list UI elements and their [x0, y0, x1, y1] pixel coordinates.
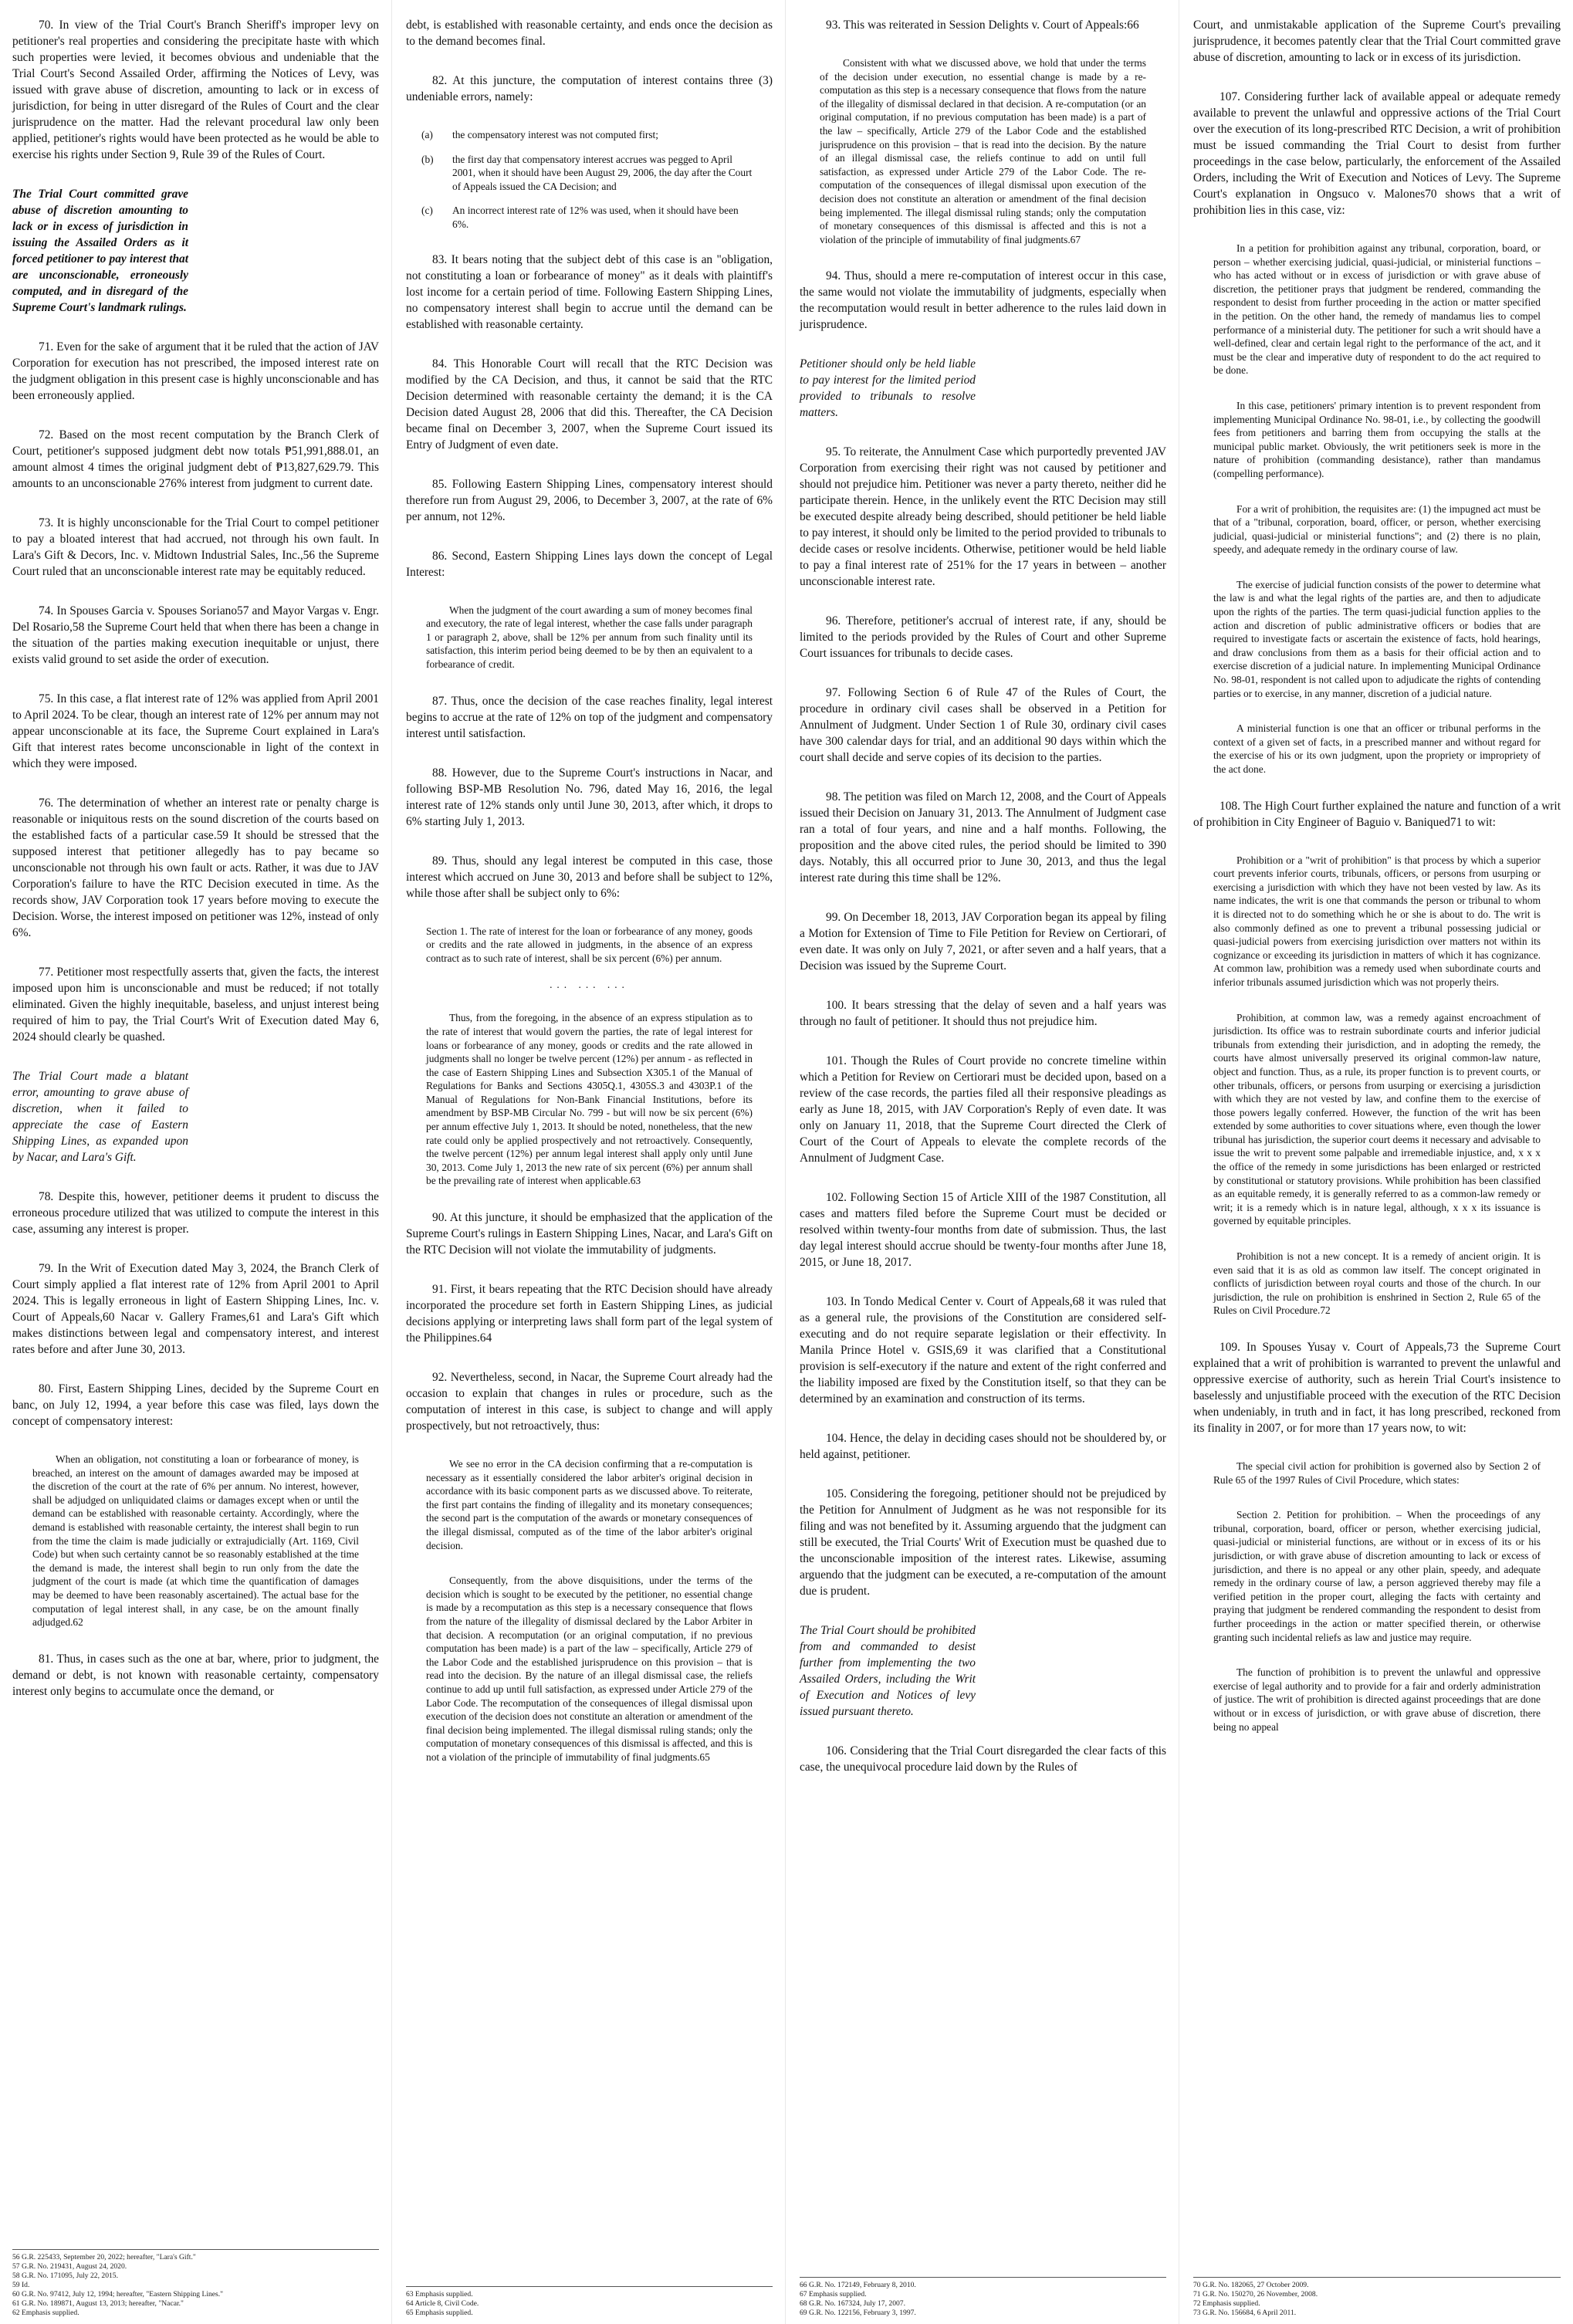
paragraph-85: 85. Following Eastern Shipping Lines, compensatory interest should therefore run from August 29, 2006, to December 3, 2007, at the rate of 6% per annum, not 12%.	[406, 477, 773, 523]
section-heading-prohibition: The Trial Court should be prohibited from and commanded to desist further from implementing the two Assailed Orders, including the Writ of Execution and Notices of levy issued pursuant thereto.	[800, 1624, 976, 1719]
paragraph-97: 97. Following Section 6 of Rule 47 of the Rules of Court, the procedure in ordinary civil cases shall be observed in a Petition for Annulment of Judgment. Under Section 1 of Rule 30, ordinary civil cases have 300 calendar days for trial, and an additional 90 days within which the court shall decide and serve copies of its decision to the parties.	[800, 686, 1166, 765]
paragraph-81-continued: debt, is established with reasonable certainty, and ends once the decision as to the demand becomes final.	[406, 19, 773, 48]
paragraph-72: 72. Based on the most recent computation by the Branch Clerk of Court, petitioner's supposed judgment debt now totals ₱51,991,888.01, an amount almost 4 times the original judgment debt of ₱13,827,629.79. This amounts to an unconscionable 276% interest from judgment to current date.	[12, 428, 379, 490]
paragraph-80: 80. First, Eastern Shipping Lines, decided by the Supreme Court en banc, on July 12, 1994, a year before this case was filed, lays down the concept of compensatory interest:	[12, 1382, 379, 1428]
quote-session-delights: Consistent with what we discussed above, we hold that under the terms of the decision under execution, no essential change is made by a re-computation as this step is a necessary consequence that flows from the nature of the illegality of dismissal declared in that decision. A re-computation (or an original computation, if no previous computation has been made) is a part of the law – specifically, Article 279 of the Labor Code and the established jurisprudence on this provision – that is read into the decision. By the nature of an illegal dismissal case, the reliefs continue to add on until full satisfaction, as expressed under Article 279 of the Labor Code. The re-computation of the consequences of illegal dismissal upon execution of the decision does not constitute an alteration or amendment of the final decision being implemented. The illegal dismissal ruling stands; only the computation of monetary consequences of this dismissal is affected and this is not a violation of the principle of immutability of final judgments.67	[820, 57, 1146, 245]
footnote: 61 G.R. No. 189871, August 13, 2013; hereafter, "Nacar."	[12, 2299, 184, 2308]
error-list	[421, 128, 754, 232]
footnote: 65 Emphasis supplied.	[406, 2309, 473, 2317]
quote-nacar-consequently: Consequently, from the above disquisitions, under the terms of the decision which is sought to be executed by the petitioner, no essential change is made by a recomputation as this step is a necessary consequence that flows from the nature of the illegality of dismissal declared by the Labor Arbiter in that decision. A recomputation (or an original computation, if no previous computation has been made) is a part of the law – specifically, Article 279 of the Labor Code and the established jurisprudence on this provision – that is read into the decision. By the nature of an illegal dismissal case, the reliefs continue to add up until full satisfaction, as expressed under Article 279 of the Labor Code. The recomputation of the consequences of illegal dismissal upon execution of the decision does not constitute an alteration or amendment of the final decision being implemented. The illegal dismissal ruling stands; only the computation of monetary consequences of this dismissal is affected, and this is not a violation of the principle of immutability of final judgments.65	[426, 1575, 753, 1763]
paragraph-93: 93. This was reiterated in Session Delights v. Court of Appeals:66	[826, 19, 1139, 32]
footnote: 58 G.R. No. 171095, July 22, 2015.	[12, 2272, 118, 2280]
quote-eastern-shipping: When an obligation, not constituting a loan or forbearance of money, is breached, an interest on the amount of damages awarded may be imposed at the discretion of the court at the rate of 6% per annum. No interest, however, shall be adjudged on unliquidated claims or damages except when or until the demand can be established with reasonable certainty. Accordingly, where the demand is established with reasonable certainty, the interest shall begin to run from the time the claim is made judicially or extrajudicially (Art. 1169, Civil Code) but when such certainty cannot be so reasonably established at the time the demand is made, the interest shall begin to run only from the date the judgment of the court is made (at which time the quantification of damages may be deemed to have been reasonably ascertained). The actual base for the computation of legal interest shall, in any case, be on the amount finally adjudged.62	[32, 1453, 359, 1629]
footnote: 63 Emphasis supplied.	[406, 2290, 473, 2299]
footnote: 56 G.R. 225433, September 20, 2022; hereafter, "Lara's Gift."	[12, 2253, 196, 2261]
paragraph-106-continued: Court, and unmistakable application of the Supreme Court's prevailing jurisprudence, it becomes patently clear that the Trial Court committed grave abuse of discretion, amounting to lack or in excess of its jurisdiction.	[1193, 19, 1561, 64]
footnote: 72 Emphasis supplied.	[1193, 2299, 1260, 2308]
footnote: 69 G.R. No. 122156, February 3, 1997.	[800, 2309, 916, 2317]
paragraph-90: 90. At this juncture, it should be emphasized that the application of the Supreme Court's rulings in Eastern Shipping Lines, Nacar, and Lara's Gift on the RTC Decision will not violate the immutability of judgments.	[406, 1211, 773, 1257]
footnote: 67 Emphasis supplied.	[800, 2290, 867, 2299]
paragraph-108: 108. The High Court further explained the nature and function of a writ of prohibition in City Engineer of Baguio v. Baniqued71 to wit:	[1193, 799, 1561, 829]
paragraph-83: 83. It bears noting that the subject debt of this case is an "obligation, not constituting a loan or forbearance of money" as it deals with plaintiff's lost income for a certain period of time. Following Eastern Shipping Lines, no compensatory interest shall begin to accrue until the demand can be established with reasonable certainty.	[406, 252, 773, 331]
footnote: 60 G.R. No. 97412, July 12, 1994; hereafter, "Eastern Shipping Lines."	[12, 2290, 224, 2299]
quote-ongsuco-2: In this case, petitioners' primary intention is to prevent respondent from implementing Municipal Ordinance No. 98-01, i.e., by collecting the goodwill fees from petitioners and barring them from occupying the stalls at the municipal public market. Obviously, the writ petitioners seek is more in the nature of prohibition (commanding desistance), rather than mandamus (compelling performance).	[1213, 399, 1541, 479]
column-4	[1181, 0, 1573, 2324]
column-3	[787, 0, 1179, 2324]
quote-nacar: Thus, from the foregoing, in the absence of an express stipulation as to the rate of interest that would govern the parties, the rate of legal interest for loans or forbearance of any money, goods or credits and the rate allowed in judgments shall no longer be twelve percent (12%) per annum - as reflected in the case of Eastern Shipping Lines and Subsection X305.1 of the Manual of Regulations for Banks and Sections 4305Q.1, 4305S.3 and 4303P.1 of the Manual of Regulations for Non-Bank Financial Institutions, before its amendment by BSP-MB Circular No. 799 - but will now be six percent (6%) per annum effective July 1, 2013. It should be noted, nonetheless, that the new rate could only be applied prospectively and not retroactively. Consequently, the twelve percent (12%) per annum legal interest shall apply only until June 30, 2013. Come July 1, 2013 the new rate of six percent (6%) per annum shall be the prevailing rate of interest when applicable.63	[426, 1012, 753, 1187]
paragraph-103: 103. In Tondo Medical Center v. Court of Appeals,68 it was ruled that as a general rule, the provisions of the Constitution are considered self-executing and do not require separate legislation or their effectivity. In Manila Prince Hotel v. GSIS,69 it was clarified that a Constitutional provision is self-executory if the nature and extent of the right conferred and the liability imposed are fixed by the Constitution itself, so that they can be determined by an examination and construction of its terms.	[800, 1295, 1166, 1406]
paragraph-87: 87. Thus, once the decision of the case reaches finality, legal interest begins to accrue at the rate of 12% on top of the judgment and compensatory interest until satisfaction.	[406, 694, 773, 740]
paragraph-70: 70. In view of the Trial Court's Branch Sheriff's improper levy on petitioner's real properties and considering the precipitate haste with which such properties were levied, it becomes obvious and undeniable that the Trial Court's Second Assailed Order, affirming the Notices of Levy, was issued with grave abuse of discretion, amounting to lack or in excess of jurisdiction, for being in utter disregard of the Rules of Court and the clear jurisprudence on the matter. Had the relevant procedural law only been applied, petitioner's rights would have been protected as he would be able to exercise his rights under Section 9, Rule 39 of the Rules of Court.	[12, 19, 379, 161]
list-item: (a) the compensatory interest was not computed first;	[421, 129, 659, 140]
paragraph-73: 73. It is highly unconscionable for the Trial Court to compel petitioner to pay a bloated interest that had accrued, not through his own fault. In Lara's Gift & Decors, Inc. v. Midtown Industrial Sales, Inc.,56 the Supreme Court ruled that an unconscionable interest rate may be equitably reduced.	[12, 516, 379, 578]
quote-yusay-2: Section 2. Petition for prohibition. – When the proceedings of any tribunal, corporation, board, officer or person, whether exercising judicial, quasi-judicial or ministerial functions, are without or in excess of its or his jurisdiction, or with grave abuse of discretion amounting to lack or excess of jurisdiction, and there is no appeal or any other plain, speedy, and adequate remedy in the ordinary course of law, a person aggrieved thereby may file a verified petition in the proper court, alleging the facts with certainty and praying that judgment be rendered commanding the respondent to desist from further proceedings in the action or matter specified therein, or otherwise granting such incidental reliefs as law and justice may require.	[1213, 1509, 1541, 1643]
paragraph-98: 98. The petition was filed on March 12, 2008, and the Court of Appeals issued their Decision on January 31, 2013. The Annulment of Judgment case ran a total of four years, and nine and a half months. Following, the proposition and the above cited rules, the period should be limited to 390 days. Notably, this all occurred prior to June 30, 2013, and thus the legal interest rate during this time shall be 12%.	[800, 790, 1166, 885]
paragraph-88: 88. However, due to the Supreme Court's instructions in Nacar, and following BSP-MB Resolution No. 796, dated May 16, 2016, the legal interest rate of 12% stands only until June 30, 2013, after which, it drops to 6% starting July 1, 2013.	[406, 766, 773, 828]
paragraph-84: 84. This Honorable Court will recall that the RTC Decision was modified by the CA Decision, and thus, it cannot be said that the RTC Decision determined with reasonable certainty the demand; it is the CA Decision dated August 28, 2006 that did this. Thereafter, the CA Decision became final on December 3, 2007, when the Supreme Court issued its Entry of Judgment of even date.	[406, 357, 773, 452]
ellipsis-divider: ... ... ...	[550, 979, 629, 991]
paragraph-92: 92. Nevertheless, second, in Nacar, the Supreme Court already had the occasion to explain that changes in rules or procedure, such as the computation of interest in this case, is subject to change and will apply prospectively, but not retroactively, thus:	[406, 1371, 773, 1433]
quote-nacar-recomputation: We see no error in the CA decision confirming that a re-computation is necessary as it essentially considered the labor arbiter's original decision in accordance with its basic component parts as we discussed above. To reiterate, the first part contains the finding of illegality and its monetary consequences; the second part is the computation of the awards or monetary consequences of the illegal dismissal, computed as of the time of the labor arbiter's original decision.	[426, 1458, 753, 1551]
footnotes	[1193, 2277, 1561, 2318]
footnotes	[406, 2286, 773, 2318]
footnote: 57 G.R. No. 219431, August 24, 2020.	[12, 2262, 127, 2271]
footnote: 64 Article 8, Civil Code.	[406, 2299, 479, 2308]
quote-legal-interest: When the judgment of the court awarding a sum of money becomes final and executory, the rate of legal interest, whether the case falls under paragraph 1 or paragraph 2, above, shall be 12% per annum from such finality until its satisfaction, this interim period being deemed to be by then an equivalent to a forbearance of credit.	[426, 604, 753, 670]
paragraph-102: 102. Following Section 15 of Article XIII of the 1987 Constitution, all cases and matters filed before the Supreme Court must be decided or resolved within twenty-four months from date of submission. Thus, the last day legal interest should accrue should be twenty-four months after June 18, 2015, or June 18, 2017.	[800, 1191, 1166, 1270]
paragraph-104: 104. Hence, the delay in deciding cases should not be shouldered by, or held against, petitioner.	[800, 1432, 1166, 1462]
paragraph-105: 105. Considering the foregoing, petitioner should not be prejudiced by the Petition for Annulment of Judgment as he was not responsible for its filing and was not benefited by it. Assuming arguendo that the judgment can still be executed, the Trial Courts' Writ of Execution must be quashed due to the unconscionable imposition of the interest rates. Likewise, assuming arguendo that the judgment can be executed, a re-computation of the amount due is prudent.	[800, 1487, 1166, 1598]
footnote: 66 G.R. No. 172149, February 8, 2010.	[800, 2281, 916, 2289]
paragraph-75: 75. In this case, a flat interest rate of 12% was applied from April 2001 to April 2024. To be clear, though an interest rate of 12% per annum may not appear unconscionable at its face, the Supreme Court explained in Lara's Gift that interest rates become unconscionable in light of the context in which they were imposed.	[12, 692, 379, 770]
paragraph-86: 86. Second, Eastern Shipping Lines lays down the concept of Legal Interest:	[406, 549, 773, 579]
paragraph-91: 91. First, it bears repeating that the RTC Decision should have already incorporated the procedure set forth in Eastern Shipping Lines, as judicial decisions applying or interpreting laws shall form part of the legal system of the Philippines.64	[406, 1283, 773, 1345]
footnotes	[12, 2249, 379, 2318]
paragraph-101: 101. Though the Rules of Court provide no concrete timeline within which a Petition for Review on Certiorari must be decided upon, based on a review of the case records, the parties filed all their responsive pleadings as early as June 18, 2015, with JAV Corporation's Reply of even date. It was only on January 11, 2018, that the Supreme Court directed the Clerk of Court of the Court of Appeals to elevate the complete records of the Annulment of Judgment Case.	[800, 1054, 1166, 1165]
quote-section-1: Section 1. The rate of interest for the loan or forbearance of any money, goods or credits and the rate allowed in judgments, in the absence of an express contract as to such rate of interest, shall be six percent (6%) per annum.	[426, 925, 753, 964]
paragraph-95: 95. To reiterate, the Annulment Case which purportedly prevented JAV Corporation from exercising their right was not caused by petitioner and should not prejudice him. Petitioner was never a party thereto, neither did he participate therein. Hence, in the unlikely event the RTC Decision may still be executed despite already being described, should petitioner be held liable to pay interest, it should only be limited to the period provided to tribunals to decide cases or resolve incidents. Otherwise, petitioner would be held liable to pay a final interest rate of 251% for the 17 years in between – another unconscionable interest rate.	[800, 445, 1166, 589]
paragraph-71: 71. Even for the sake of argument that it be ruled that the action of JAV Corporation for execution has not prescribed, the imposed interest rate on the judgment obligation in this present case is highly unconscionable and has been erroneously applied.	[12, 340, 379, 402]
quote-yusay-1: The special civil action for prohibition is governed also by Section 2 of Rule 65 of the 1997 Rules of Civil Procedure, which states:	[1213, 1460, 1541, 1486]
paragraph-89: 89. Thus, should any legal interest be computed in this case, those interest which accrued on June 30, 2013 and before shall be subject to 12%, while those after shall be subject only to 6%:	[406, 854, 773, 900]
paragraph-76: 76. The determination of whether an interest rate or penalty charge is reasonable or iniquitous rests on the sound discretion of the courts based on the established facts of a particular case.59 It should be stressed that the supposed interest that petitioner allegedly has to pay became so unconscionable not through his own fault or acts. Rather, it was due to JAV Corporation's failure to have the RTC Decision executed in time. As the records show, JAV Corporation took 17 years before moving to execute the Decision. Worse, the interest imposed on petitioner was 12%, instead of only 6%.	[12, 797, 379, 939]
paragraph-107: 107. Considering further lack of available appeal or adequate remedy available to prevent the unlawful and oppressive actions of the Trial Court over the execution of its long-prescribed RTC Decision, a writ of prohibition must be issued commanding the Trial Court to desist from further proceedings in the case below, particularly, the enforcement of the Assailed Orders, including the Writ of Execution and Notices of Levy. The Supreme Court's explanation in Ongsuco v. Malones70 shows that a writ of prohibition lies in this case, viz:	[1193, 90, 1561, 217]
paragraph-77: 77. Petitioner most respectfully asserts that, given the facts, the interest imposed upon him is unconscionable and must be reduced; if not totally eliminated. Given the highly inequitable, baseless, and unjust interest being required of him to pay, the Trial Court's Writ of Execution dated May 6, 2024 should clearly be quashed.	[12, 966, 379, 1044]
paragraph-106: 106. Considering that the Trial Court disregarded the clear facts of this case, the unequivocal procedure laid down by the Rules of	[800, 1744, 1166, 1774]
footnote: 70 G.R. No. 182065, 27 October 2009.	[1193, 2281, 1309, 2289]
paragraph-78: 78. Despite this, however, petitioner deems it prudent to discuss the erroneous procedure utilized that was utilized to compute the interest in this case, assuming any interest is proper.	[12, 1190, 379, 1236]
paragraph-96: 96. Therefore, petitioner's accrual of interest rate, if any, should be limited to the periods provided by the Rules of Court and other Supreme Court issuances for tribunals to decide cases.	[800, 614, 1166, 661]
paragraph-81: 81. Thus, in cases such as the one at bar, where, prior to judgment, the demand or debt, is not known with reasonable certainty, compensatory interest only begins to accumulate once the demand, or	[12, 1652, 379, 1698]
list-item: (c) An incorrect interest rate of 12% was used, when it should have been 6%.	[421, 205, 739, 230]
paragraph-109: 109. In Spouses Yusay v. Court of Appeals,73 the Supreme Court explained that a writ of prohibition is warranted to prevent the unlawful and oppressive exercise of authority, such as herein Trial Court's insistence to baselessly and unjustifiable proceed with the execution of the RTC Decision when undeniably, in truth and in fact, it has long prescribed, reckoned from its finality in 2007, or for more than 17 years now, to wit:	[1193, 1341, 1561, 1435]
footnote: 59 Id.	[12, 2281, 30, 2289]
paragraph-79: 79. In the Writ of Execution dated May 3, 2024, the Branch Clerk of Court simply applied a flat interest rate of 12% from April 2001 to April 2024. This is legally erroneous in light of Eastern Shipping Lines, Inc. v. Court of Appeals,60 Nacar v. Gallery Frames,61 and Lara's Gift which makes distinctions between legal and compensatory interest, and interest rates before and after June 30, 2013.	[12, 1262, 379, 1356]
quote-ongsuco-3: For a writ of prohibition, the requisites are: (1) the impugned act must be that of a "tribunal, corporation, board, officer, or person, whether exercising judicial, quasi-judicial or ministerial functions"; and (2) there is no plain, speedy, and adequate remedy in the ordinary course of law.	[1213, 502, 1541, 556]
section-heading-blatant-error: The Trial Court made a blatant error, amounting to grave abuse of discretion, when it failed to appreciate the case of Eastern Shipping Lines, as expanded upon by Nacar, and Lara's Gift.	[12, 1070, 188, 1164]
quote-yusay-3: The function of prohibition is to prevent the unlawful and oppressive exercise of legal authority and to provide for a fair and orderly administration of justice. The writ of prohibition is directed against proceedings that are done without or in excess of jurisdiction, or with grave abuse of discretion, there being no appeal	[1213, 1666, 1541, 1733]
quote-ongsuco-4: The exercise of judicial function consists of the power to determine what the law is and what the legal rights of the parties are, and then to adjudicate upon the rights of the parties. The term quasi-judicial function applies to the action and discretion of public administrative officers or bodies that are required to investigate facts or ascertain the existence of facts, hold hearings, and draw conclusions from them as a basis for their official action and to exercise discretion of a judicial nature. In implementing Municipal Ordinance No. 98-01, respondent is not called upon to adjudicate the rights of contending parties or to exercise, in any manner, discretion of a judicial nature.	[1213, 578, 1541, 699]
column-1	[0, 0, 392, 2324]
paragraph-74: 74. In Spouses Garcia v. Spouses Soriano57 and Mayor Vargas v. Engr. Del Rosario,58 the Supreme Court held that when there has been a change in the situation of the parties making execution inequitable or unjust, there exists valid ground to set aside the order of execution.	[12, 604, 379, 666]
section-heading-limited-period: Petitioner should only be held liable to pay interest for the limited period provided to tribunals to resolve matters.	[800, 357, 976, 420]
quote-ongsuco-5: A ministerial function is one that an officer or tribunal performs in the context of a given set of facts, in a prescribed manner and without regard for the exercise of his or its own judgment, upon the propriety or impropriety of the act done.	[1213, 722, 1541, 775]
quote-ongsuco-1: In a petition for prohibition against any tribunal, corporation, board, or person – whether exercising judicial, quasi-judicial, or ministerial functions – who has acted without or in excess of jurisdiction or with grave abuse of discretion, the petitioner prays that judgment be rendered, commanding the respondent to desist from further proceeding in the action or matter specified in the petition. On the other hand, the remedy of mandamus lies to compel performance of a ministerial duty. The petitioner for such a writ should have a well-defined, clear and certain legal right to the performance of the act, and it must be the clear and imperative duty of respondent to do the act required to be done.	[1213, 242, 1541, 377]
paragraph-100: 100. It bears stressing that the delay of seven and a half years was through no fault of petitioner. It should thus not prejudice him.	[800, 999, 1166, 1029]
column-2	[394, 0, 786, 2324]
paragraph-94: 94. Thus, should a mere re-computation of interest occur in this case, the same would not violate the immutability of judgments, especially when the recomputation would result in better adherence to the rules laid down in jurisprudence.	[800, 269, 1166, 332]
section-heading-unconscionable-interest: The Trial Court committed grave abuse of discretion amounting to lack or in excess of jurisdiction in issuing the Assailed Orders as it forced petitioner to pay interest that are unconscionable, erroneously computed, and in disregard of the Supreme Court's landmark rulings.	[12, 188, 188, 314]
list-item: (b) the first day that compensatory interest accrues was pegged to April 2001, when it should have been August 29, 2006, the day after the Court of Appeals issued the CA Decision; and	[421, 153, 753, 192]
footnote: 68 G.R. No. 167324, July 17, 2007.	[800, 2299, 905, 2308]
footnotes	[800, 2277, 1166, 2318]
footnote: 62 Emphasis supplied.	[12, 2309, 79, 2317]
footnote: 71 G.R. No. 150270, 26 November, 2008.	[1193, 2290, 1318, 2299]
footnote: 73 G.R. No. 156684, 6 April 2011.	[1193, 2309, 1297, 2317]
quote-baniqued-1: Prohibition or a "writ of prohibition" is that process by which a superior court prevents inferior courts, tribunals, officers, or persons from usurping or exercising a jurisdiction with which they have not been vested by law. As its name indicates, the writ is one that commands the person or tribunal to whom it is directed not to do something which he or she is about to do. The writ is also commonly defined as one to prevent a tribunal possessing judicial or quasi-judicial powers from exercising jurisdiction over matters not within its cognizance or exceeding its jurisdiction in matters of which it has cognizance. At common law, prohibition was a remedy used when subordinate courts and inferior tribunals assumed jurisdiction which was not properly theirs.	[1213, 854, 1541, 988]
quote-baniqued-2: Prohibition, at common law, was a remedy against encroachment of jurisdiction. Its office was to restrain subordinate courts and inferior judicial tribunals from extending their jurisdiction, and in adopting the remedy, the courts have almost universally preserved its original common-law nature, object and function. Thus, as a rule, its proper function is to prevent courts, or other tribunals, officers, or persons from usurping or exercising a jurisdiction with which they are not vested by law, and confine them to the exercise of those powers legally conferred. However, the function of the writ has been extended by some authorities to cover situations where, even though the lower tribunal has jurisdiction, the superior court deems it necessary and advisable to issue the writ to prevent some palpable and irremediable injustice, and, x x x the office of the remedy in some jurisdictions has been enlarged or restricted by constitutional or statutory provisions. While prohibition has been classified as an equitable remedy, it is generally referred to as a common-law remedy or writ; it is a remedy which is in nature legal, although, x x x its issuance is governed by equitable principles.	[1213, 1011, 1541, 1227]
quote-baniqued-3: Prohibition is not a new concept. It is a remedy of ancient origin. It is even said that it is as old as common law itself. The concept originated in conflicts of jurisdiction between royal courts and those of the church. In our jurisdiction, the rule on prohibition is enshrined in Section 2, Rule 65 of the Rules on Civil Procedure.72	[1213, 1250, 1541, 1317]
paragraph-99: 99. On December 18, 2013, JAV Corporation began its appeal by filing a Motion for Extension of Time to File Petition for Review on Certiorari, of even date. It was only on July 7, 2021, or after seven and a half years, that a Decision was issued by the Supreme Court.	[800, 911, 1166, 973]
paragraph-82: 82. At this juncture, the computation of interest contains three (3) undeniable errors, namely:	[406, 74, 773, 103]
